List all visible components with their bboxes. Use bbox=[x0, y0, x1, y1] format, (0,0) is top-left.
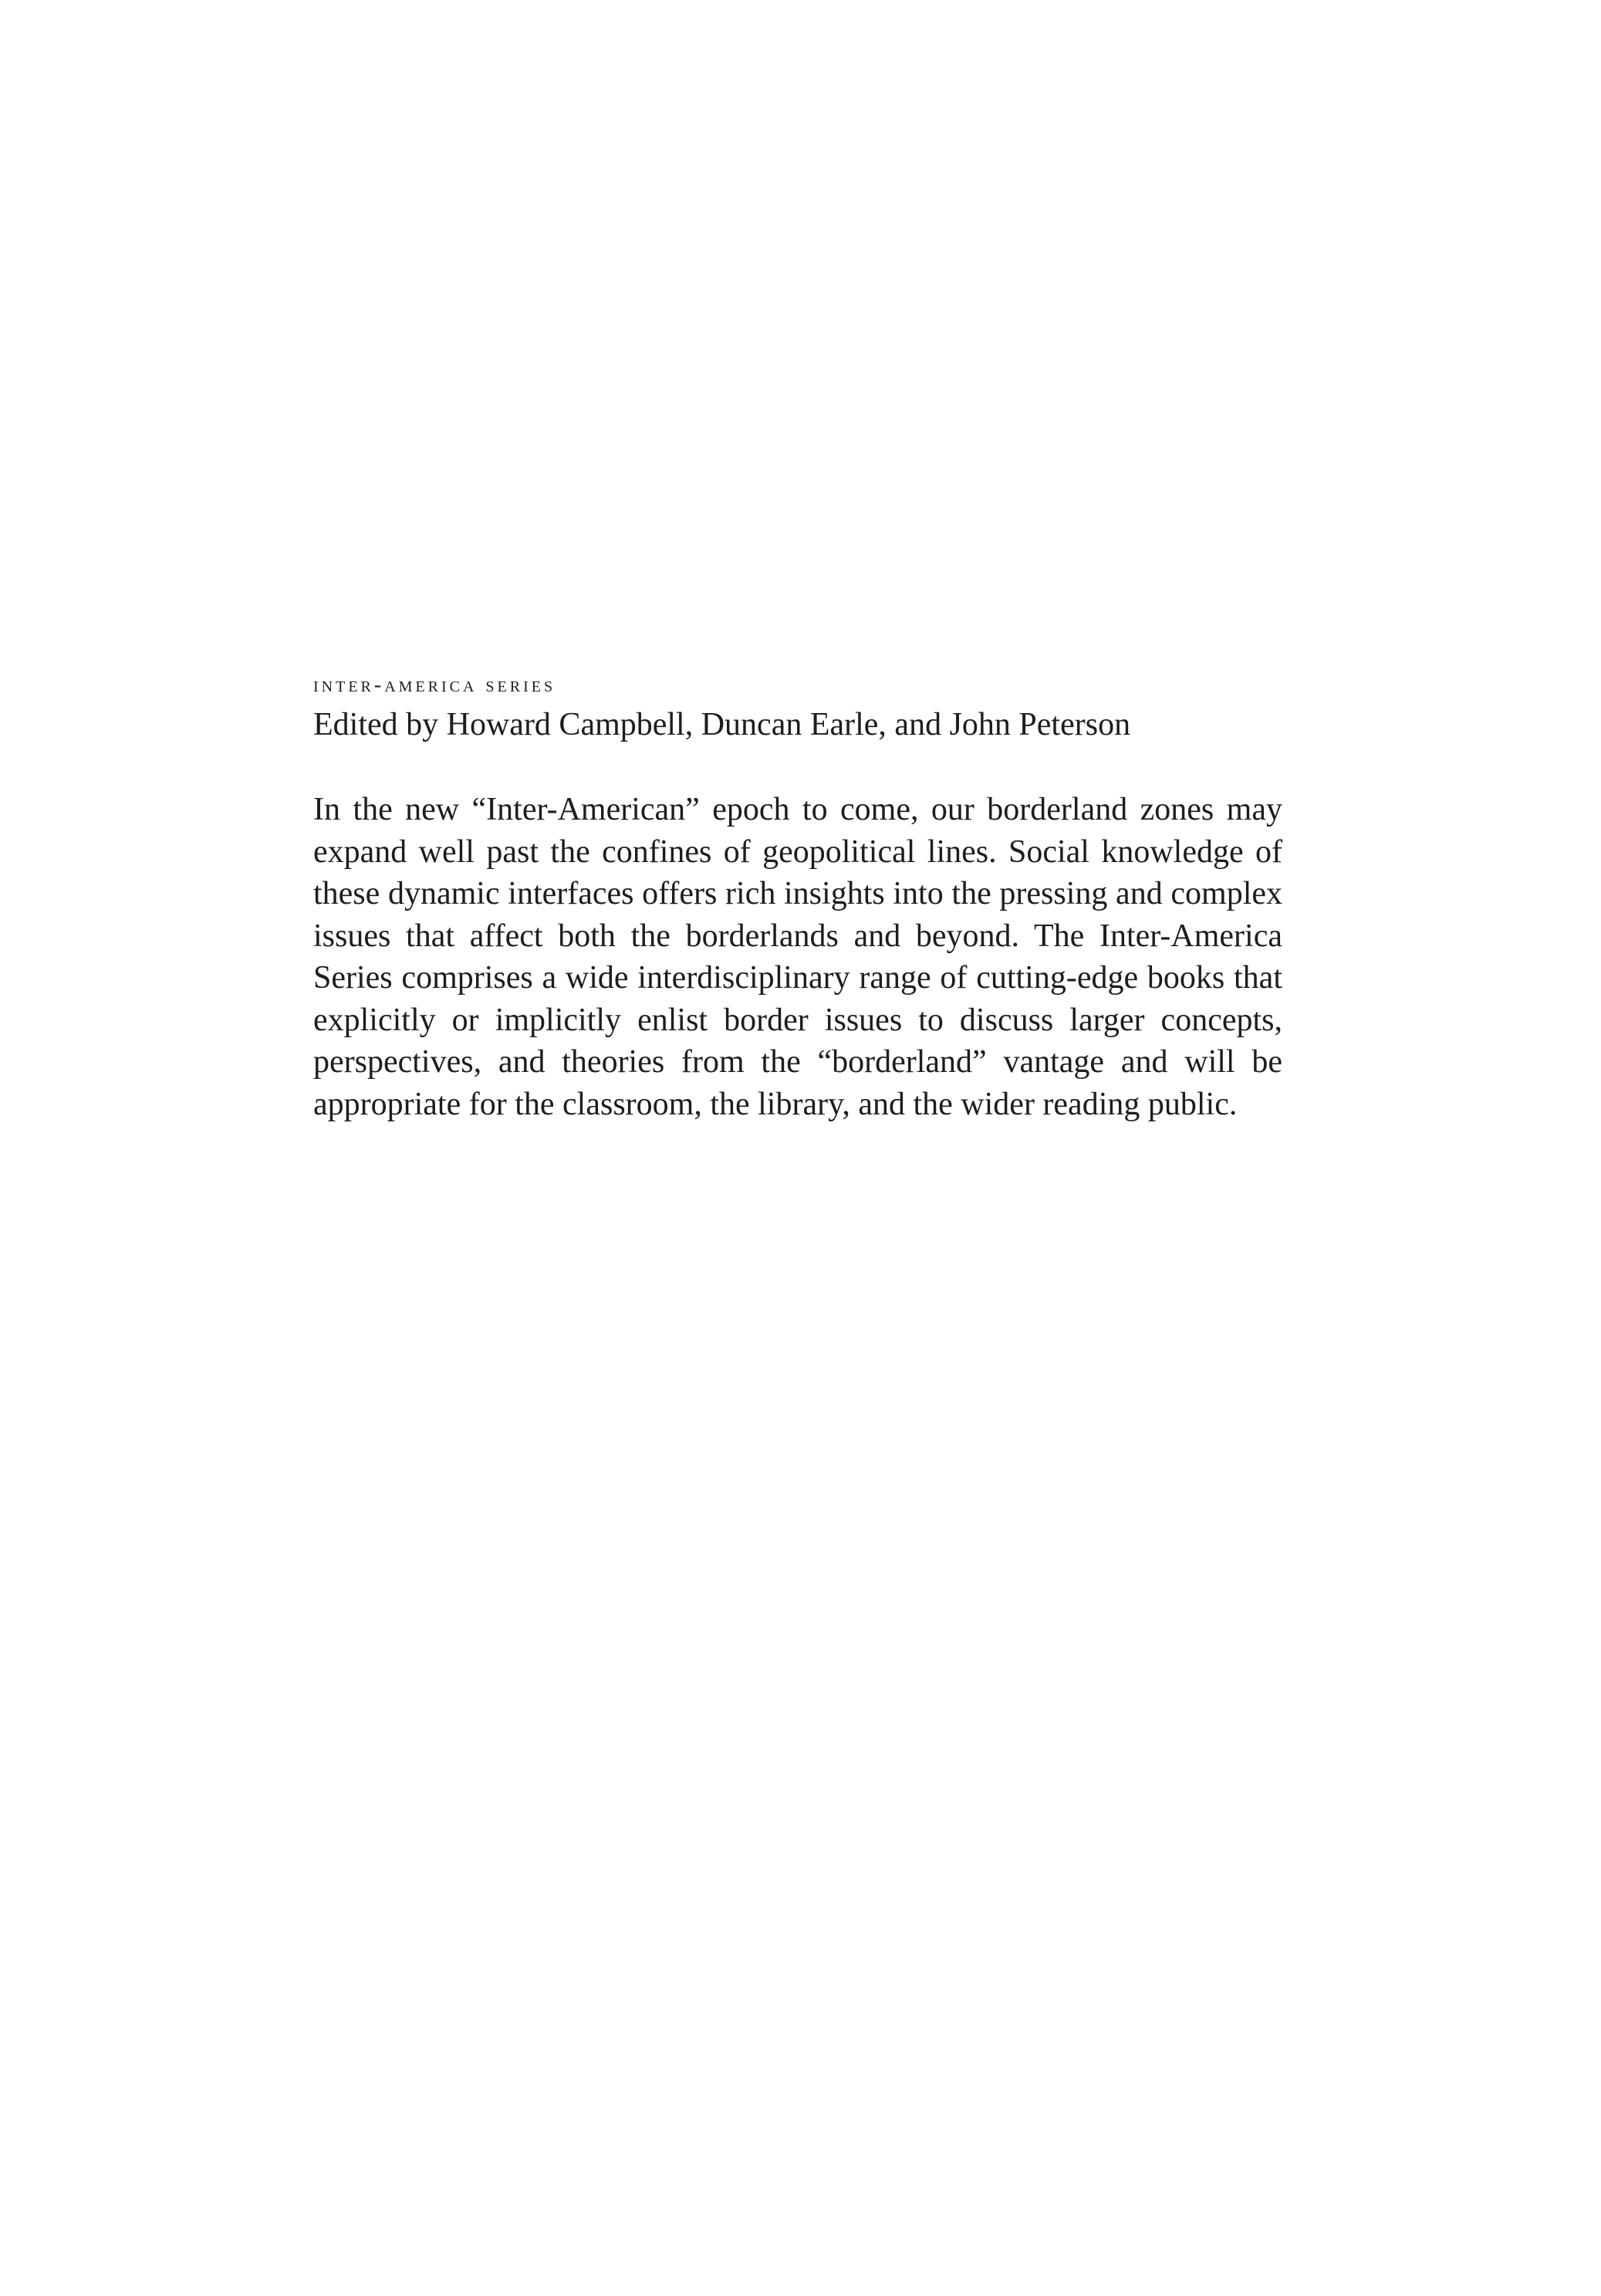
series-editors: Edited by Howard Campbell, Duncan Earle, and John Peterson bbox=[313, 707, 1131, 742]
series-name: inter-america series bbox=[313, 673, 556, 697]
series-description: In the new “Inter-American” epoch to come, our borderland zones may expand well past the confines of geopolitical lines. Social knowledge of these dynamic interfaces offers rich insights into the pressing and complex issues that affect both the borderlands and beyond. The Inter-America Series comprises a wide interdisciplinary range of cutting-edge books that explicitly or implicitly enlist border issues to discuss larger concepts, perspectives, and theories from the “borderland” vantage and will be appropriate for the classroom, the library, and the wider reading public. bbox=[313, 792, 1282, 1122]
series-page-content bbox=[313, 670, 1282, 1125]
